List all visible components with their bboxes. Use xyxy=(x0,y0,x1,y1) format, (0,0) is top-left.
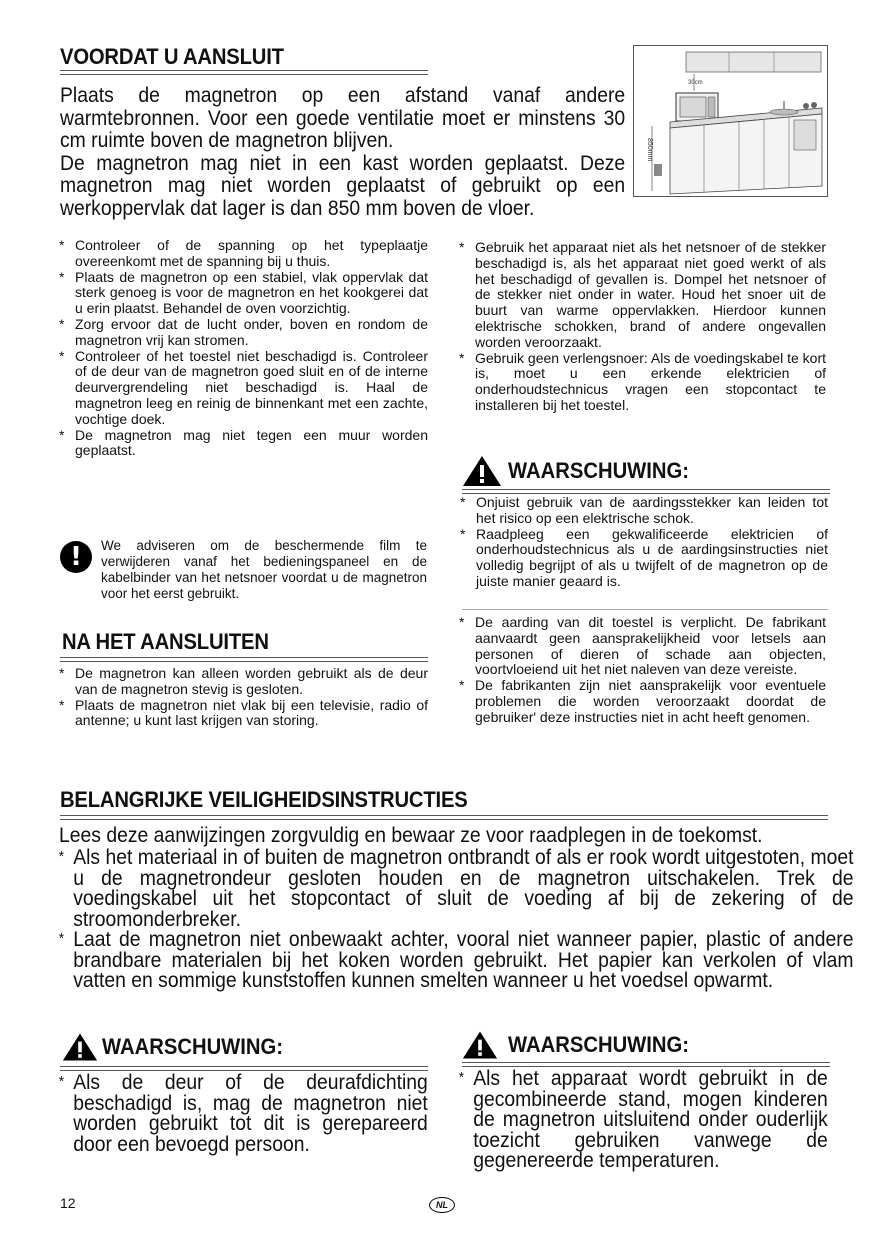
list-item: * Gebruik geen verlengsnoer: Als de voedingskabel te kort is, moet u een erkende elektricien of onderhoudstechnicus vragen een stopcontact te installeren bij het toestel. xyxy=(457,351,826,414)
section-heading-veiligheid: BELANGRIJKE VEILIGHEIDSINSTRUCTIES xyxy=(60,787,468,812)
list-item: * Als de deur of de deurafdichting beschadigd is, mag de magnetron niet worden gebruikt tot dit is gerepareerd door een bevoegd persoon. xyxy=(57,1072,428,1154)
heading-rule xyxy=(60,70,428,75)
warning-triangle-icon xyxy=(462,455,502,487)
list-item: * De magnetron mag niet tegen een muur worden geplaatst. xyxy=(57,428,428,460)
warning-title-left: WAARSCHUWING: xyxy=(102,1034,284,1059)
warning-divider xyxy=(462,609,828,610)
label-30cm: 30cm xyxy=(688,80,703,86)
heading-rule xyxy=(60,815,828,820)
exclamation-icon: ! xyxy=(60,541,92,573)
warning-triangle-icon xyxy=(462,1030,498,1060)
lead-paragraph-1: Plaats de magnetron op een afstand vanaf andere warmtebronnen. Voor een goede ventilatie moet er minstens 30 cm ruimte boven de magnetron blijven. xyxy=(60,83,626,152)
list-item: * Plaats de magnetron op een stabiel, vlak oppervlak dat sterk genoeg is voor de magnetron en het kookgerei dat u erin plaatst. Behandel de oven voorzichtig. xyxy=(57,270,428,317)
safety-bullet-list xyxy=(57,847,854,991)
page-number: 12 xyxy=(60,1195,76,1211)
heading-rule xyxy=(60,657,428,662)
lead-text xyxy=(60,84,625,219)
list-item: * Controleer of het toestel niet beschadigd is. Controleer of de deur van de magnetron goed sluit en of de interne deurvergrendeling niet beschadigd is. Haal de magnetron leeg en reinig de binnenkant met een zachte, vochtige doek. xyxy=(57,349,428,428)
list-item: * Als het materiaal in of buiten de magnetron ontbrandt of als er rook wordt uitgestoten, moet u de magnetrondeur gesloten houden en de magnetron uitschakelen. Trek de voedingskabel uit het stopcontact of sluit de voeding af bij de zekering of de stroomonderbreker. xyxy=(57,847,854,929)
section-heading-na-het-aansluiten: NA HET AANSLUITEN xyxy=(62,629,269,654)
warning-title-right: WAARSCHUWING: xyxy=(508,1032,690,1057)
label-850mm: 850mm xyxy=(646,138,653,162)
list-item: * Onjuist gebruik van de aardingsstekker kan leiden tot het risico op een elektrische schok. xyxy=(458,495,828,527)
warning-bullet-list xyxy=(458,495,828,590)
section-heading-voordat: VOORDAT U AANSLUIT xyxy=(60,44,284,69)
list-item: * De aarding van dit toestel is verplicht. De fabrikant aanvaardt geen aansprakelijkheid voor letsels aan personen of dieren of schade aan objecten, voortvloeiend uit het niet naleven van deze vereiste. xyxy=(457,615,826,678)
left-bullet-list xyxy=(57,238,428,459)
list-item: * Raadpleeg een gekwalificeerde elektricien of onderhoudstechnicus als u de aardingsinstructies niet volledig begrijpt of als u twijfelt of de magnetron op de juiste manier geaard is. xyxy=(458,527,828,590)
warning-left-list xyxy=(57,1072,428,1154)
language-badge: NL xyxy=(429,1197,455,1213)
right-bullet-list-2 xyxy=(457,615,826,726)
list-item: * Gebruik het apparaat niet als het netsnoer of de stekker beschadigd is, als het apparaat niet goed werkt of als het beschadigd of gevallen is. Dompel het netsnoer of de stekker niet onder in water. Houd het snoer uit de buurt van warme oppervlakken. Hierdoor kunnen elektrische schokken, brand of andere ongevallen worden veroorzaakt. xyxy=(457,240,826,351)
safety-lead: Lees deze aanwijzingen zorgvuldig en bewaar ze voor raadplegen in de toekomst. xyxy=(59,823,763,847)
after-connect-bullet-list xyxy=(57,666,428,729)
list-item: * Controleer of de spanning op het typeplaatje overeenkomt met de spanning bij u thuis. xyxy=(57,238,428,270)
list-item: * Zorg ervoor dat de lucht onder, boven en rondom de magnetron vrij kan stromen. xyxy=(57,317,428,349)
list-item: * Laat de magnetron niet onbewaakt achter, vooral niet wanneer papier, plastic of andere brandbare materialen bij het koken worden gebruikt. Het papier kan verkolen of vlam vatten en sommige kunststoffen kunnen smelten wanneer u het voedsel opwarmt. xyxy=(57,929,854,991)
right-bullet-list xyxy=(457,240,826,414)
warning-heading xyxy=(462,455,705,487)
list-item: * De magnetron kan alleen worden gebruikt als de deur van de magnetron stevig is gesloten. xyxy=(57,666,428,698)
note-text: We adviseren om de beschermende film te verwijderen vanaf het bedieningspaneel en de kabelbinder van het netsnoer voordat u de magnetron voor het eerst gebruikt. xyxy=(101,538,427,601)
warning-heading-right xyxy=(462,1030,705,1060)
kitchen-illustration xyxy=(633,45,828,197)
warning-triangle-icon xyxy=(62,1032,98,1062)
list-item: * Plaats de magnetron niet vlak bij een televisie, radio of antenne; u kunt last krijgen van storing. xyxy=(57,698,428,730)
list-item: * Als het apparaat wordt gebruikt in de gecombineerde stand, mogen kinderen de magnetron uitsluitend onder ouderlijk toezicht gebruiken vanwege de gegenereerde temperaturen. xyxy=(457,1068,828,1171)
lead-paragraph-2: De magnetron mag niet in een kast worden geplaatst. Deze magnetron mag niet worden geplaatst of gebruikt op een werkoppervlak dat lager is dan 850 mm boven de vloer. xyxy=(60,150,626,220)
warning-heading-left xyxy=(62,1032,299,1062)
warning-right-list xyxy=(457,1068,828,1171)
list-item: * De fabrikanten zijn niet aansprakelijk voor eventuele problemen die worden veroorzaakt doordat de gebruiker' deze instructies niet in acht heeft genomen. xyxy=(457,678,826,725)
warning-title: WAARSCHUWING: xyxy=(508,458,690,483)
